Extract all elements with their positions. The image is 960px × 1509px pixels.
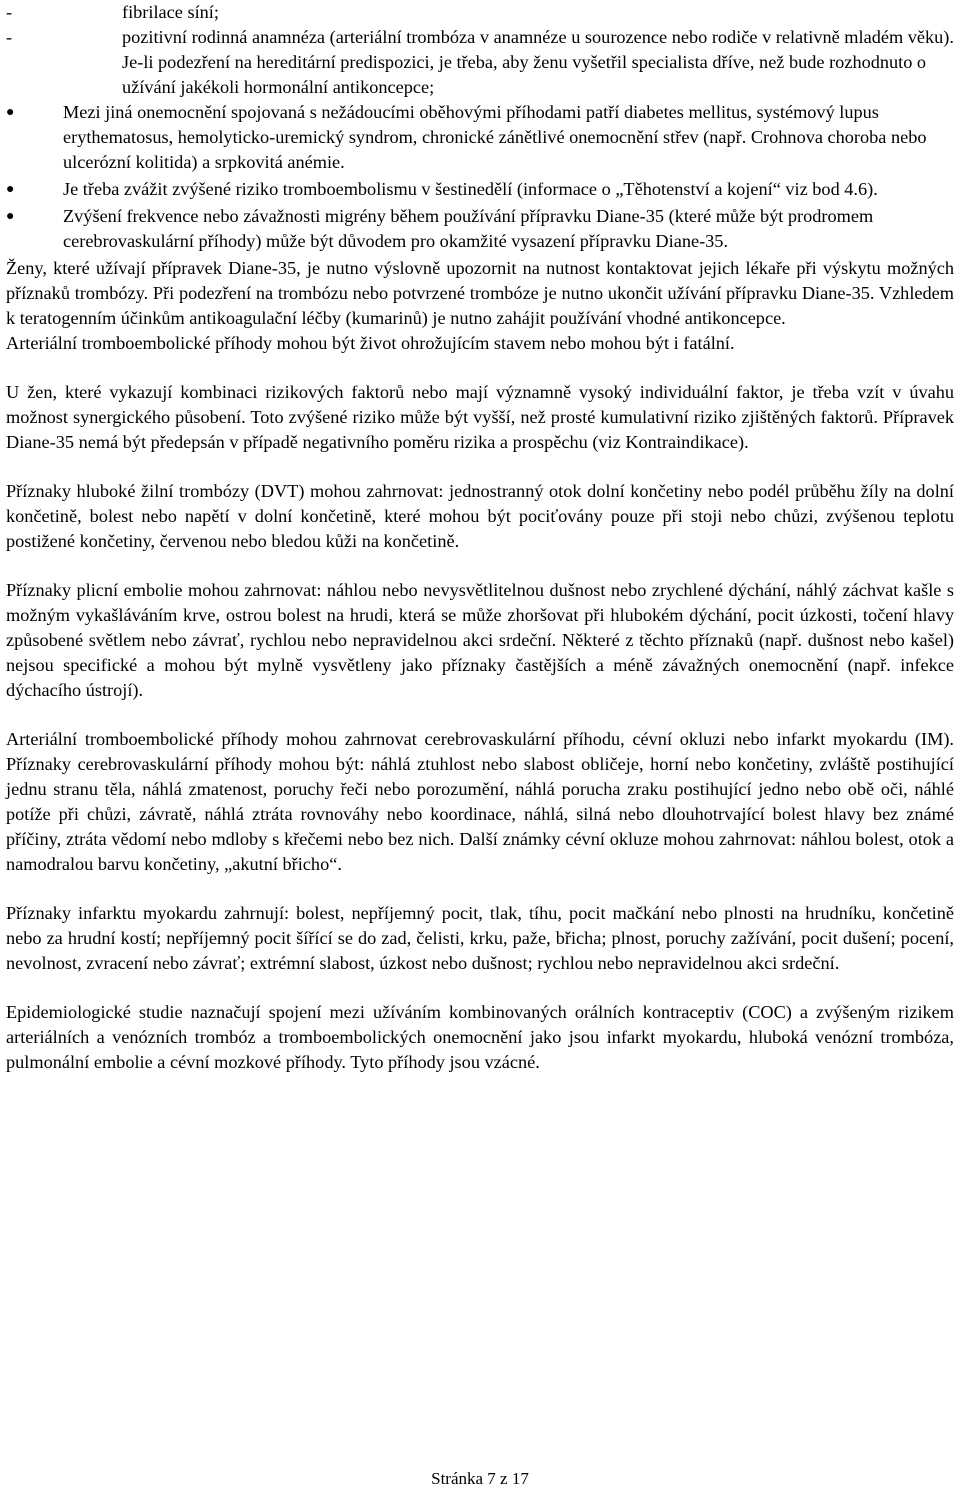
document-page (6, 0, 954, 1075)
paragraph-risk-factors: U žen, které vykazují kombinaci rizikových faktorů nebo mají významně vysoký individuální faktor, je třeba vzít v úvahu možnost synergického působení. Toto zvýšené riziko může být vyšší, než prosté kumulativní riziko zjištěných faktorů. Přípravek Diane-35 nemá být předepsán v případě negativního poměru rizika a prospěchu (viz Kontraindikace). (6, 382, 954, 452)
bullet-list (6, 100, 954, 254)
paragraph-mi-symptoms: Příznaky infarktu myokardu zahrnují: bolest, nepříjemný pocit, tlak, tíhu, pocit mačkání nebo plnosti na hrudníku, končetině nebo za hrudní kostí; nepříjemný pocit šířící se do zad, čelisti, krku, paže, břicha; plnost, poruchy zažívání, pocit dušení; pocení, nevolnost, zvracení nebo závrať; extrémní slabost, úzkost nebo dušnost; rychlou nebo nepravidelnou akci srdeční. (6, 903, 954, 973)
bullet-icon: ● (6, 209, 15, 224)
paragraph-pe-symptoms: Příznaky plicní embolie mohou zahrnovat: náhlou nebo nevysvětlitelnou dušnost nebo zrychlené dýchání, náhlý záchvat kašle s možným vykašláváním krve, ostrou bolest na hrudi, která se může zhoršovat při hlubokém dýchání, pocit úzkosti, točení hlavy způsobené světlem nebo závrať, rychlou nebo nepravidelnou akci srdeční. Některé z těchto příznaků (např. dušnost nebo kašel) nejsou specifické a mohou být mylně vysvětleny jako příznaky častějších a méně závažných onemocnění (např. infekce dýchacího ústrojí). (6, 580, 954, 700)
list-item: ● Je třeba zvážit zvýšené riziko tromboembolismu v šestinedělí (informace o „Těhotenství a kojení“ viz bod 4.6). (6, 177, 954, 202)
dash-list (6, 0, 954, 100)
paragraph-dvt-symptoms: Příznaky hluboké žilní trombózy (DVT) mohou zahrnovat: jednostranný otok dolní končetiny nebo podél průběhu žíly na dolní končetině, bolest nebo napětí v dolní končetině, které mohou být pociťovány pouze při stoji nebo chůzi, zvýšenou teplotu postižené končetiny, červenou nebo bledou kůži na končetině. (6, 481, 954, 551)
list-item: ● Mezi jiná onemocnění spojovaná s nežádoucími oběhovými příhodami patří diabetes mellitus, systémový lupus erythematosus, hemolyticko-uremický syndrom, chronické zánětlivé onemocnění střev (např. Crohnova choroba nebo ulcerózní kolitida) a srpkovitá anémie. (6, 102, 927, 172)
dash-marker: - (6, 2, 13, 22)
paragraph-contact-doctor: Ženy, které užívají přípravek Diane-35, je nutno výslovně upozornit na nutnost kontaktovat jejich lékaře při výskytu možných příznaků trombózy. Při podezření na trombózu nebo potvrzené trombóze je nutno ukončit užívání přípravku Diane-35. Vzhledem k teratogenním účinkům antikoagulační léčby (kumarinů) je nutno zahájit používání vhodné antikoncepce. (6, 258, 954, 328)
list-item: ● Zvýšení frekvence nebo závažnosti migrény během používání přípravku Diane-35 (které může být prodromem cerebrovaskulární příhody) může být důvodem pro okamžité vysazení přípravku Diane-35. (6, 206, 874, 251)
paragraph-arterial-events: Arteriální tromboembolické příhody mohou zahrnovat cerebrovaskulární příhodu, cévní okluzi nebo infarkt myokardu (IM). Příznaky cerebrovaskulární příhody mohou být: náhlá ztuhlost nebo slabost obličeje, horní nebo končetiny, zvláště postihující jednu stranu těla, náhlá zmatenost, poruchy řeči nebo porozumění, náhlá porucha zraku postihující jedno nebo obě oči, náhlé potíže při chůzi, závratě, náhlá ztráta rovnováhy nebo koordinace, náhlá, silná nebo dlouhotrvající bolest hlavy bez známé příčiny, ztráta vědomí nebo mdloby s křečemi nebo bez nich. Další známky cévní okluze mohou zahrnovat: náhlou bolest, otok a namodralou barvu končetiny, „akutní břicho“. (6, 729, 954, 874)
bullet-icon: ● (6, 105, 15, 120)
list-item: - pozitivní rodinná anamnéza (arteriální trombóza v anamnéze u sourozence nebo rodiče v relativně mladém věku). Je-li podezření na hereditární predispozici, je třeba, aby ženu vyšetřil specialista dříve, než bude rozhodnuto o užívání jakékoli hormonální antikoncepce; (6, 27, 954, 97)
page-number: Stránka 7 z 17 (431, 1469, 529, 1488)
paragraph-epidemiology: Epidemiologické studie naznačují spojení mezi užíváním kombinovaných orálních kontraceptiv (COC) a zvýšeným rizikem arteriálních a venózních trombóz a tromboembolických onemocnění jako jsou infarkt myokardu, hluboká venózní trombóza, pulmonální embolie a cévní mozkové příhody. Tyto příhody jsou vzácné. (6, 1002, 954, 1072)
bullet-icon: ● (6, 182, 15, 197)
paragraph-arterial-fatal: Arteriální tromboembolické příhody mohou být život ohrožujícím stavem nebo mohou být i fatální. (6, 333, 735, 353)
list-item: - fibrilace síní; (6, 0, 954, 25)
dash-marker: - (6, 27, 13, 47)
